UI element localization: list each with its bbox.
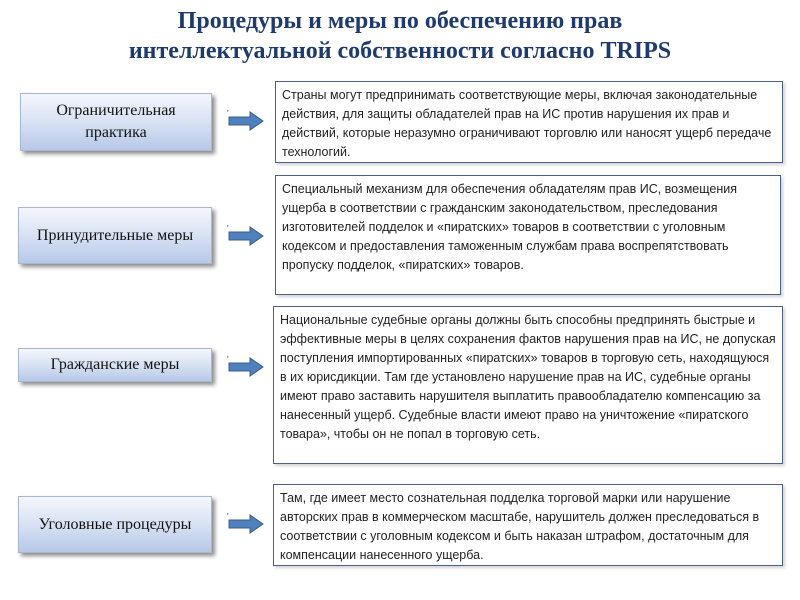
description-civil-measures: Национальные судебные органы должны быть способны предпринять быстрые и эффективные меры в целях сохранения фактов нарушения прав на ИС, не допуская поступления импортированных «пиратских» товаров в торговую сеть, находящуюся в их юрисдикции. Там где установлено нарушение прав на ИС, судебные органы имеют право заставить нарушителя выплатить правообладателю компенсацию за нанесенный ущерб. Судебные власти имеют право на уничтожение «пиратского товара», чтобы он не попал в торговую сеть. [273, 306, 783, 464]
right-arrow-icon [228, 111, 264, 131]
description-criminal-procedures: Там, где имеет место сознательная подделка торговой марки или нарушение авторских прав в коммерческом масштабе, нарушитель должен преследоваться в соответствии с уголовным кодексом и быть наказан штрафом, достаточным для компенсации нанесенного ущерба. [273, 484, 783, 566]
page-title-line-2: интеллектуальной собственности согласно TRIPS [128, 38, 672, 64]
page-title [0, 6, 800, 66]
label-text: Уголовные процедуры [38, 515, 192, 533]
arrow-dot: · [226, 508, 230, 520]
label-text: Ограничительная практика [56, 102, 176, 141]
label-text: Принудительные меры [36, 226, 194, 244]
label-restrictive-practice [20, 93, 212, 151]
right-arrow-icon [228, 514, 264, 534]
label-text: Гражданские меры [50, 356, 180, 373]
description-restrictive-practice: Страны могут предпринимать соответствующие меры, включая законодательные действия, для защиты обладателей прав на ИС против нарушения их прав и действий, которые неразумно ограничивают торговлю или наносят ущерб передаче технологий. [275, 81, 783, 163]
label-civil-measures [18, 348, 212, 382]
description-enforcement-measures: Специальный механизм для обеспечения обладателям прав ИС, возмещения ущерба в соответствии с гражданским законодательством, преследования изготовителей подделок и «пиратских» товаров в соответствии с уголовным кодексом и предоставления таможенным службам права воспрепятствовать пропуску подделок, «пиратских» товаров. [275, 175, 781, 295]
label-criminal-procedures [18, 496, 212, 553]
right-arrow-icon [228, 226, 264, 246]
arrow-dot: · [226, 220, 230, 232]
label-enforcement-measures [18, 207, 212, 264]
arrow-dot: · [226, 105, 230, 117]
page-title-line-1: Процедуры и меры по обеспечению прав [177, 8, 623, 34]
arrow-dot: · [226, 351, 230, 363]
right-arrow-icon [228, 357, 264, 377]
